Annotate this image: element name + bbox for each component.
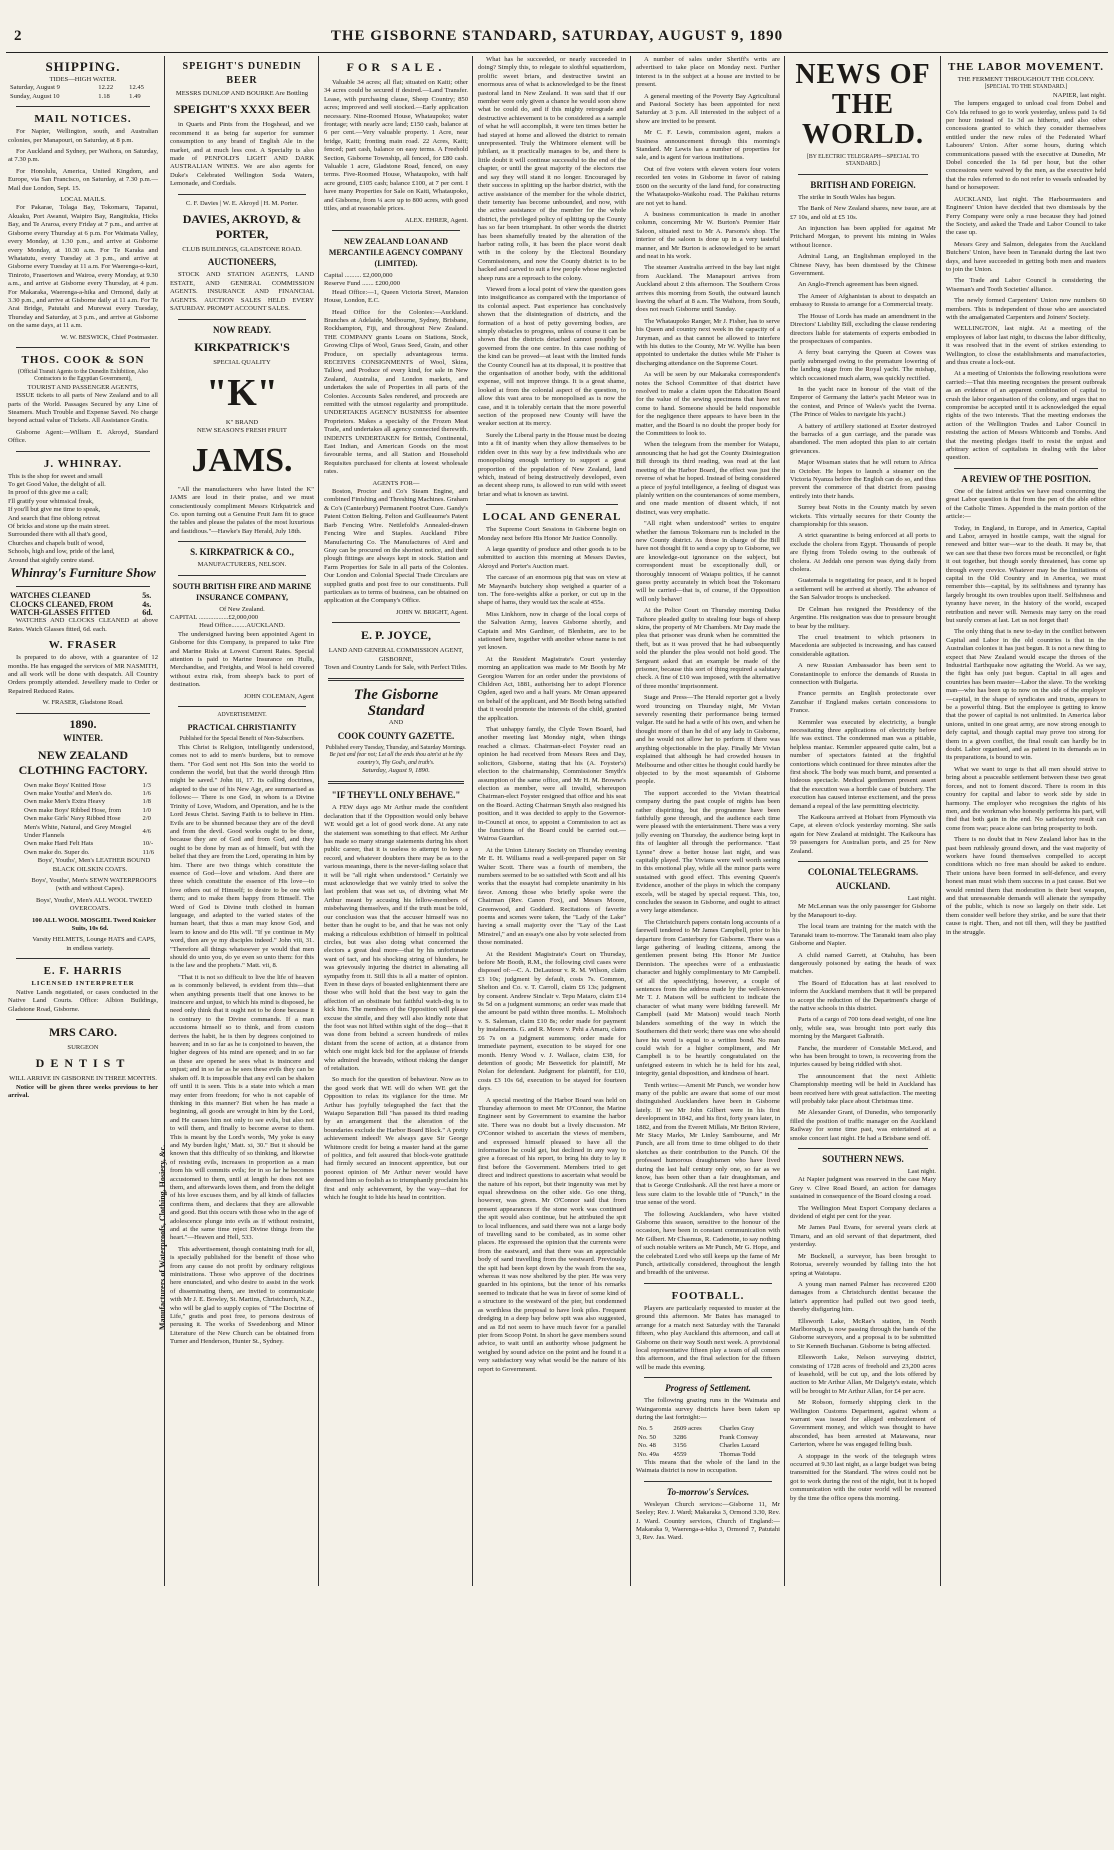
southern-heading: SOUTHERN NEWS. bbox=[822, 1154, 904, 1165]
motto: Be just and fear not; Let all the ends thou aim'st at be thy country's, Thy God's, and truth's. bbox=[329, 752, 463, 766]
review-item: There is no doubt that in New Zealand labor has in the past been ruthlessly ground down, and the vast majority of workers have found themselves compelled to accept conditions which no free man should be asked to endure. Their unions have been formed in self-defence, and every honest man must wish them success in a just cause. But we would remind them that moderation is their best weapon, and that unreasonable demands will alienate the sympathy of the public, which is now so largely on their side. Let them consider well before they strike, and be sure that their cause is right. Then, and not till then, will they be justified in the struggle. bbox=[946, 836, 1106, 936]
news-item: A number of sales under Sheriff's writs are advertised to take place on Monday next. Further interest is in the subject at a house are invited to be present. bbox=[636, 56, 780, 89]
nzcf-price: 1/6 bbox=[142, 789, 151, 797]
price-value: 4s. bbox=[142, 599, 152, 609]
progress-text: The following grazing runs in the Waimata and Waingaromia survey districts have been taken up during the last fortnight:— bbox=[636, 1397, 780, 1421]
southern-item: Mr Bucknell, a surveyor, has been brought to Rotorua, severely wounded by falling into the hot spring at Waiotapu. bbox=[790, 1252, 936, 1277]
run-no: No. 5 bbox=[638, 1425, 653, 1433]
caro-heading: MRS CARO. bbox=[49, 1024, 117, 1039]
column-1 bbox=[8, 56, 158, 1586]
nzcf-item: Own make Men's Extra Heavy bbox=[24, 798, 106, 806]
newspaper-title: THE GISBORNE STANDARD, SATURDAY, AUGUST 9, 1890 bbox=[330, 28, 784, 44]
editorial-text: What has he succeeded, or nearly succeeded in doing? Simply this, to relegate to slothful squatterdom, prolific sweet briars, and destructive tawini an enormous area of what is acknowledged to be the finest pastoral land in New Zealand. It was said that if our member were only given a chance he would soon show what he could do, and if this mighty retrograde and destructive achievement is to be considered as a sample of what he will accomplish, it were ten times better he had stayed at home and allowed the district to remain unrepresented. Truly the Whitmore element will be jubilant, as it practically manages to be, and there is little doubt it will continue successful to the end of the chapter, or until the great majority of the electors rise and say they will stand it no longer. Encouraged by their success in splitting up the harbor district, with the active assistance of the member for the whole district, their temerity has become unbounded, and now, with the active assistance of the member for the whole district, the privileged policy of splitting up the County has so far been triumphant. In other words the district has been shamefully treated by the alteration of the harbor rating rolls, it has been the place worst dealt with in the colony by the Electoral Boundary Commissioners, and now the County district is to be hacked and carved to suit a few people whose neglected sheep runs are a reproach to the colony. bbox=[478, 56, 626, 282]
auckland-item: The local team are training for the match with the Taranaki team to-morrow. The Taranaki team also play Gisborne and Napier. bbox=[790, 923, 936, 948]
nzcf-price: 1/3 bbox=[142, 781, 151, 789]
runs-note: This means that the whole of the land in the Waimata district is now in occupation. bbox=[636, 1458, 780, 1475]
column-5 bbox=[636, 56, 780, 1586]
joyce-text: Town and Country Lands for Sale, with Perfect Titles. bbox=[324, 663, 468, 671]
nzcf-item: Own make Boys' Ribbed Hose, from bbox=[24, 806, 122, 814]
k-brand-mark: "K" bbox=[206, 371, 278, 414]
cook-sub: (Official Transit Agents to the Dunedin Exhibition, Also Contractors to the Egyptian Government), bbox=[17, 368, 149, 383]
sbf-heading: SOUTH BRITISH FIRE AND MARINE INSURANCE COMPANY, bbox=[172, 581, 312, 602]
southern-item: The Wellington Meat Export Company declares a dividend of eight per cent for the year. bbox=[790, 1204, 936, 1221]
column-rule bbox=[784, 56, 785, 1586]
nzcf-line: Varsity HELMETS, Lounge HATS and CAPS, in endless variety. bbox=[32, 936, 156, 952]
british-item: The Kaikoura arrived at Hobart from Plymouth via Cape, at eleven o'clock yesterday morning. She sails again for New Zealand at midnight. The Kaikoura has 59 passengers for Australian ports, and 25 for New Zealand. bbox=[790, 814, 936, 855]
auckland-item: Parts of a cargo of 700 tons dead weight, of one line only, while sea, was brought into port early this morning by the Margaret Galbraith. bbox=[790, 1016, 936, 1041]
football-heading: FOOTBALL. bbox=[671, 1289, 745, 1302]
local-item: A special meeting of the Harbor Board was held on Thursday afternoon to meet Mr O'Connor, the Marine Engineer sent by Government to examine the harbor site. There was no doubt but a lively discussion. Mr O'Connor wished to ascertain the views of members, and expressed himself pleased to have all the information he could get, but declined in any way to give a forecast of his report, to bring his duty to lay it first before the Government. Members tried to get direct and indirect questions to ascertain what would be the nature of his report, but their ingenuity was met by equal shrewdness on the other side. Go one thing, however, was given. Mr O'Connor said that from present appearances if the stone work was continued the spit would also continue, but he attributed the spit to local influences, and said there was not a large body of travelling sand to be combated, as in some other places. He expressed the opinion that the currents were from the eastward, and that there was an appreciable body of sand travelling from the westward. Previously the spit had been kept down by the wash from the sea, whereas it was now sheltered by the pier. He was very guarded in his opinions, but the tenor of his remarks seemed to indicate that he was in favor of some kind of a structure to the westward of the pier, but condemned as worthless the proposal to have look piles. Frequent dredging in a deep bay below spit was also suggested, and as Ed not seem to have much favor for a parallel pier from Scoop Point. In short he gave members sound advice, to wait until an authority whose judgment he weighed by sound advice on the point and he found it a very satisfactory way what would be the nature of his report to Government. bbox=[478, 1096, 626, 1373]
run-no: No. 48 bbox=[638, 1442, 656, 1450]
nzcf-line: Boys', Youths', Men's ALL WOOL TWEED OVERCOATS. bbox=[35, 896, 153, 913]
news-item: Mr C. F. Lewis, commission agent, makes a business announcement through this morning's Standard. Mr Lewis has a number of properties for sale, and is agent for various institutions. bbox=[636, 129, 780, 162]
local-item: The Supreme Court Sessions in Gisborne begin on Monday next before His Honor Mr Justice Connolly. bbox=[478, 526, 626, 542]
verse-line: This is the shop for sweet and small bbox=[8, 472, 103, 480]
colonial-heading: COLONIAL TELEGRAMS. bbox=[807, 867, 919, 878]
page-number: 2 bbox=[14, 28, 22, 44]
tide-am: 12.22 bbox=[98, 84, 114, 92]
tide-pm: 12.45 bbox=[129, 84, 144, 92]
table-row bbox=[22, 849, 156, 857]
local-item: At the Resident Magistrate's Court on Thursday, before Mr Booth, R.M., the following civil cases were disposed of:—C. A. DeLautour v. R. M. Wilson, claim £3 10s; judgment by default, costs 7s. Common, Shelton and Co. v. T. Carroll, claim £6 13s; judgment by consent. Andrew Sinclair v. Tepu Mataro, claim £14 9s 5d on a judgment summons; an order was made that the amount be paid within three months. L. Moltshoch v. S. Saleman, claim £10 8s; order made for payment by instalments. G. and R. Moore v. Pehi a Amaru, claim £6 7s on a judgment summons; order made for immediate payment, execution to be stayed for one month. Henry Wood v. J. Wallace, claim £38, for detention of goods; Mr Beswetick for plaintiff, Mr Nolan for defendant. Judgment for plaintiff, for £10, costs £3 10s 6d, execution to be stayed for fourteen days. bbox=[478, 950, 626, 1093]
table-row bbox=[22, 815, 156, 823]
british-item: Surrey beat Notts in the County match by seven wickets. This virtually secures for their County the championship for this season. bbox=[790, 504, 936, 529]
local-item: A large quantity of produce and other goods is to be submitted to auction this morning at Messrs Davies, Akroyd and Porter's Auction mart. bbox=[478, 545, 626, 570]
southern-item: Mr Robson, formerly shipping clerk in the Wellington Customs Department, against whom a warrant was issued for alleged embezzlement of Government money, and which was thought to have absconded, has been arrested at Matawana, near Carterton, where he was engaged felling bush. bbox=[790, 1399, 936, 1449]
british-item: A battery of artillery stationed at Exeter destroyed the barracks of a gun carriage, and the parade was abandoned. The men adopted this plan to air certain grievances. bbox=[790, 422, 936, 455]
cook-agent: Gisborne Agent:—William E. Akroyd, Standard Office. bbox=[8, 428, 158, 445]
pc-text: This Christ is Religion, intelligently understood, comes not to add to men's burdens, but to remove them. "For God sent not His Son into the world to condemn the world, but that the world through Him might be saved." John iii, 17. Its calling doctrines, adapted to the use of his New Age, are summarised as follows:— There is one God, in whom is a Divine Trinity of Love, Wisdom, and Operation, and he is the Lord Jesus Christ. Saving Faith is to believe in Him. Evils are to be shunned because they are of the devil and from the devil. Good works ought to be done, because they are of God and from God, and they ought to be done by man as of himself, but with the belief that they are from the Lord, operating in him by him. There are two things which constitute the essence of God—love and wisdom. And there are three which constitute the essence of His love—to love others out of Himself; to desire to be one with them; and to make them happy from Himself. The Word of God is Divine truth clothed in human language, and adapted to the varied states of the human heart, that thus a man may know God, and learn to know and do His will. "If ye continue in My word, then are ye my disciples indeed." John viii, 31. "Therefore all things whatsoever ye would that men should do unto you, do ye even so unto them: for this is the law and the prophets." Matt. vii, 8. bbox=[170, 743, 314, 970]
table-row bbox=[636, 1434, 780, 1442]
services-text: Wesleyan Church services:—Gisborne 11, Mr Seeley; Rev. J. Ward; Makaraka 3, Ormond 3.30, Rev. J. Ward. Country services, Church of England:—Makaraka 9, Waerenga-a-hika 3, Ormond 7, Patutahi 3, Rev. Jas. Ward. bbox=[636, 1500, 780, 1542]
football-text: Players are particularly requested to muster at the ground this afternoon. Mr Bates has managed to arrange for a match next Saturday with the Taranaki fifteen, who play Auckland this afternoon, and call at Gisborne on their way South next week. A provisional local representative fifteen play a team of all comers this afternoon, and the final selection for the fifteen will be made this evening. bbox=[636, 1304, 780, 1371]
british-item: Dr Celman has resigned the Presidency of the Argentine. His resignation was due to pressure brought to bear by the military. bbox=[790, 605, 936, 630]
cook-agents: TOURIST AND PASSENGER AGENTS, bbox=[27, 383, 139, 391]
southern-item: A young man named Palmer has recovered £200 damages from a Christchurch dentist because the latter's apprentice had pulled out two good teeth, thereby disfiguring him. bbox=[790, 1280, 936, 1314]
tide-table bbox=[8, 84, 158, 101]
news-item: "All right when understood" writes to enquire whether the famous Tokomaru run is included in the new County district. As those in charge of the Bill have not thought fit to send a copy up to Gisborne, we are knowledge-out ignorance on the subject, but correspondent must be exceptionally dull, or thoroughly innocent of Waiapu politics, if he cannot guess pretty accurately in which boat the Tokomaru will be carried—that is, of course, if the Opposition will only behave! bbox=[636, 520, 780, 603]
review-item: The only thing that is new to-day in the conflict between Capital and Labor in the old countries is that in the Australian colonies it has just begun. It is not a new thing to expect that New Zealand would escape the throes of the Industrial Earthquake now agitating the World. As we say, the fight has only just begun. Capital in all ages and countries has been master—Labor the slave. To the working man—who has been up to now on the side of the employer—capital, in the shape of syndicates and trusts, appears to be a powerful thing. But the employee is getting to know that the power of capital is not unlimited. In America labor unions, united in one great army, are now strong enough to defy capital, and though capital may prove too strong for them in a given conflict, the final result can hardly be in doubt. Labor organised, and as patient in its demands as in its preparations, is bound to win. bbox=[946, 628, 1106, 762]
verse-line: In proof of this give me a call; bbox=[8, 489, 89, 497]
run-no: No. 50 bbox=[638, 1433, 656, 1441]
labor-item: Messrs Grey and Salmon, delegates from the Auckland Butchers' Union, have been in Taranaki during the last two days, and have succeeded in getting both men and masters to join the Union. bbox=[946, 240, 1106, 273]
run-owner: Charles Gray bbox=[719, 1425, 755, 1433]
telegraph-note: [BY ELECTRIC TELEGRAPH—SPECIAL TO STANDARD.] bbox=[806, 154, 920, 168]
southern-item: Ellesworth Lake, Nelson surveying district, consisting of 1728 acres of freehold and 23,200 acres of leasehold, will be cut up, and the lots offered by auction to Mr Arthur Allan, Mr Dalgety's estate, which will be brought to Mr Arthur Allan, for £4 per acre. bbox=[790, 1354, 936, 1395]
table-row bbox=[22, 807, 156, 815]
british-item: The House of Lords has made an amendment in the Directors' Liability Bill, excluding the clause rendering directors liable for statements of experts embodied in the prospectuses of companies. bbox=[790, 312, 936, 345]
paper-pub: Published every Tuesday, Thursday, and Saturday Mornings. bbox=[325, 744, 467, 751]
verse-line: I'll gratify your whimsical freak, bbox=[8, 497, 94, 505]
fraser-heading: W. FRASER bbox=[48, 639, 118, 652]
watch-text: WATCHES AND CLOCKS CLEANED at above Rates. Watch Glasses fitted, 6d. each. bbox=[8, 617, 158, 633]
column-4 bbox=[478, 56, 626, 1586]
british-item: A new Russian Ambassador has been sent to Constantinople to enforce the demands of Russia in connection with Bulgaria. bbox=[790, 662, 936, 686]
shipping-heading: SHIPPING. bbox=[45, 59, 121, 74]
harris-heading: E. F. HARRIS bbox=[43, 965, 123, 978]
british-item: The Bank of New Zealand shares, new issue, are at £7 10s, and old at £5 10s. bbox=[790, 205, 936, 221]
labor-heading: THE LABOR MOVEMENT. bbox=[947, 61, 1104, 73]
column-6 bbox=[790, 56, 936, 1586]
editorial-text: Surely the Liberal party in the House must be dozing into a fit of inanity when they allow themselves to be ridden over in this way by a few individuals who are monopolising enough territory to support a great proportion of the population of New Zealand, land which, instead of being destructively developed, even as decent sheep runs, is allowed to run wild with sweet briar and what is known as tawini. bbox=[478, 431, 626, 498]
xxxx-heading: SPEIGHT'S XXXX BEER bbox=[173, 102, 311, 117]
whinray-heading: J. WHINRAY. bbox=[43, 457, 123, 470]
tide-day: Sunday, August 10 bbox=[10, 92, 60, 100]
table-row bbox=[22, 824, 156, 841]
verse-line: To get Good Value, the delight of all. bbox=[8, 481, 106, 489]
column-rule bbox=[472, 56, 473, 1586]
speights-text: in Quarts and Pints from the Hogshead, and we recommend it as being far superior for summer consumption to any brand of English Ale in the market, and at much less cost. A Specialty is also made of PENFOLD'S LIGHT AND DARK AUSTRALIAN WINES. We are also agents for Duke's Celebrated Wellington Soda Waters, Lemonade, and Cordials. bbox=[170, 121, 314, 188]
leader-text: A FEW days ago Mr Arthur made the confident declaration that if the Opposition would only behave WE would get a lot of good work done. At any rate the statement was something to that effect. Mr Arthur has made so many strange statements during his short public career, that it is useless to attempt to keep a record, and whatever doubters there may be as to the various meanings, there is the never-failing solace that it will be "all right when understood." Certainly we must acknowledge that we vainly tried to solve the last problem that was set us, of divining what Mr Arthur meant by accusing his fellow-members of misbehaving themselves, and if the truth must be told, our conclusion was that the accuser himself was no better than he ought to be, and that he was not only making a ridiculous exhibition of himself in political circles, but was also doing what concerned the electors a great deal more—that by his unfortunate want of tact, and his shocking string of blunders, he was grievously injuring the district in alienating all sympathy from it. Still this is all a matter of opinion. Even in these days of boasted enlightenment there are those who will hold that the best way to gain the affection of an obstinate but faithful watch-dog is to kick him. The members of the Opposition will please excuse the simile, and they will also kindly note that the foot was not lifted within sight of the dog—that it was done from behind a screen hundreds of miles distant from the scene of action, at a distance from which one might kick bid for the applause of friends who admired the bravado, without risking the danger of retaliation. bbox=[324, 804, 468, 1072]
british-item: The cruel treatment to which prisoners in Macedonia are subjected is increasing, and has caused considerable agitation. bbox=[790, 633, 936, 658]
dap-text: STOCK AND STATION AGENTS, LAND ESTATE, AND GENERAL COMMISSION AGENTS. INSURANCE AND FINANCIAL AGENTS. AUCTION SALES HELD EVERY SATURDAY. PROMPT ACCOUNT SALES. bbox=[170, 271, 314, 313]
tide-am: 1.18 bbox=[98, 92, 110, 100]
run-owner: Charles Lazard bbox=[719, 1442, 760, 1450]
postmaster: W. W. BESWICK, Chief Postmaster. bbox=[60, 333, 158, 341]
british-item: France permits an English protectorate over Zanzibar if England makes certain concessions to France. bbox=[790, 690, 936, 715]
run-no: No. 49a bbox=[638, 1450, 659, 1458]
surgeon-label: SURGEON bbox=[67, 1043, 99, 1051]
jams-text: "All the manufacturers who have listed the K" JAMS are loud in their praise, and we must conscientiously compliment Messrs Kirkpatrick and Co. upon turning out a Genuine Fruit Jam fit to grace the tables and please the palates of the most luxurious and fastidious."—Hawke's Bay Herald, July 18th. bbox=[170, 485, 314, 535]
review-text: One of the fairest articles we have read concerning the great Labor question is that from the pen of the able editor of the Catholic Times. Appended is the main portion of the article:— bbox=[946, 487, 1106, 521]
auckland-item: Mr Alexander Grant, of Dunedin, who temporarily filled the position of traffic manager on the Auckland Railway for some time past, was entertained at a smoke concert last night. He had a Brisbane send off. bbox=[790, 1109, 936, 1142]
southern-item: Ellsworth Lake, McRae's station, in North Marlborough, is now passing through the hands of the Gisborne surveyors, and a proposal is to be submitted to Sir Kenneth Buchanan. Gisborne is being affected. bbox=[790, 1317, 936, 1350]
sbf-text: The undersigned having been appointed Agent in Gisborne for this Company, is prepared to take Fire and Marine Risks at Lowest Current Rates. Special attention is paid to Marine Insurance on Hulls, Merchandise, and Freights, and Wool is held covered without extra risk, from sheep's back to port of destination. bbox=[170, 630, 314, 689]
labor-item: At a meeting of Unionists the following resolutions were carried:—That this meeting recognises the present outbreak as an evidence of an apparent combination of capital to crush the labor organisation of the colony, and urges that no compromise be accepted until it is acknowledged the equal rights of the two interests. That the meeting endorses the action of the Wellington Trades and Labor Council in resisting the action of Messrs Whitcomb and Tombs. And that the meeting pledges itself to resist the unjust and arbitrary action of capitalists in dealing with the labor question. bbox=[946, 370, 1106, 462]
tide-pm: 1.49 bbox=[129, 92, 141, 100]
run-acres: 2609 acres bbox=[673, 1425, 702, 1433]
harris-sub: LICENSED INTERPRETER bbox=[31, 980, 135, 988]
verse-line: Of bricks and stone up the main street. bbox=[8, 523, 110, 531]
pc-text: "That it is not so difficult to live the life of heaven as is commonly believed, is evident from this—that when anything presents itself that one knows to be insincere and unjust, to which his mind is disposed, he need only think that it ought not to be done because it is contrary to the Divine commands. If a man accustoms himself so to think, and from custom derives the habit, he is then by degrees conjoined to heaven; and in so far as he is conjoined to heaven, the higher degrees of his mind are opened; and in so far as these are opened he sees what is insincere and unjust; and in so far as he sees these evils they can be shaken off. It is impossible that any evil can be shaken off until it is seen. This is a state into which a man may enter from freedom; for who is not capable of thinking in this manner? But when he has made a beginning, all goods are wrought in him by the Lord, and He causes him not only to see evils, but also not to will them, and finally to become averse to them. This is meant by the Lord's words, 'My yoke is easy and My burden light,' Matt. xi, 30." But it should be known that this difficulty of so thinking, and likewise of resisting evils, increases in proportion as a man from his will commits evils; for in so far he becomes accustomed to them, until at length he does not see them, and afterwards loves them, and from the delight of his love excuses them, and by all kinds of fallacies confirms them, and declares that they are allowable and good. But this occurs with those who in the age of adolescence plunge into evils as if without restraint, and at the same time reject Divine things from the heart."—Heaven and Hell, 533. bbox=[170, 973, 314, 1242]
run-owner: Frank Conway bbox=[719, 1433, 759, 1441]
auckland-item: Fanche, the murderer of Constable McLeod, and who has been brought to town, is recovering from the injuries caused by being riddled with shot. bbox=[790, 1044, 936, 1069]
price-value: 6d. bbox=[142, 607, 153, 617]
review-item: What we want to urge is that all men should strive to bring about a peaceable settlement between these two great forces, and not to foment discord. There is room in this country for capital and labor to work side by side in harmony. The employer who recognises the rights of his men, and the workman who honestly performs his part, will find that both gain in the end. No satisfactory result can come from war; peace alone can bring prosperity to both. bbox=[946, 765, 1106, 832]
sbf-sub: Of New Zealand. bbox=[219, 605, 265, 613]
auckland-item: The Board of Education has at last resolved to inform the Auckland members that it will be prepared to accept the reduction of the Department's charge of the native schools in this district. bbox=[790, 979, 936, 1012]
tides-heading: TIDES—HIGH WATER. bbox=[49, 76, 117, 83]
southern-item: A stoppage in the work of the telegraph wires occurred at 9.30 last night, as a large budget was being transmitted for the Standard. The wires could not be got to work during the rest of the night, but it is hoped communication with the outer world will be resumed by the time the office opens this morning. bbox=[790, 1452, 936, 1502]
british-item: A ferry boat carrying the Queen at Cowes was partly submerged owing to the premature lowering of the landing stage from the Royal yacht. The mishap, which occasioned much alarm, was quickly rectified. bbox=[790, 349, 936, 382]
harris-text: Native Lands negotiated, or cases conducted in the Native Land Courts. Office: Albion Buildings, Gladstone Road, Gisborne. bbox=[8, 988, 158, 1013]
ehrer-agent: ALEX. EHRER, Agent. bbox=[404, 216, 468, 224]
sbf-head-office: Head Office.........AUCKLAND. bbox=[199, 622, 285, 630]
table-row bbox=[8, 93, 158, 101]
season-label: NEW SEASON'S FRESH FRUIT bbox=[197, 427, 287, 435]
local-item: The carcase of an enormous pig that was on view at Mr Maynard's butchery shop weighed a quarter of a ton. The fore-weights alike a porker, or cut up in the shape of hams, they would tax the scale at 455s. bbox=[478, 574, 626, 607]
ferment-heading: THE FERMENT THROUGHOUT THE COLONY. bbox=[957, 76, 1095, 83]
run-acres: 3156 bbox=[673, 1442, 687, 1450]
special-quality: SPECIAL QUALITY bbox=[213, 358, 271, 366]
labor-item: AUCKLAND, last night. The Harbourmasters and Engineers' Union have decided that two dismissals by the Ferry Company were only a ruse because they had joined the Society, and asked the Trade and Labor Council to take the case up. bbox=[946, 195, 1106, 237]
labor-item: The lumpers engaged to unload coal from Dobel and Co's Ida refused to go to work yesterday, unless paid 1s 6d per hour instead of 1s 3d as hitherto, and also other concessions granted to which they consider themselves entitled under the new rules of the Federated Wharf Labourers' Union. After some hours, during which communications passed with the executive at Dunedin, Mr Dobel conceded the 1s 6d per hour, but the other concessions were waived by the men, as the executive held that the rules referred to do not refer to vessels unloaded by hand or horsepower. bbox=[946, 100, 1106, 192]
news-item: Stage and Press—The Herald reporter got a lively word trouncing on Thursday night, Mr Vivian severely resenting their performance being termed vulgar. He said he had a wife of his own, and when he thought more of than he did of any lady in Gisborne, and he would not allow her to perform if there was anything objectionable in the play. Finally Mr Vivian explained that although he had crowded houses in Melbourne and other cities he thought could hardly be objected to by the most squeamish of Gisborne people. bbox=[636, 694, 780, 786]
jams-heading: JAMS. bbox=[191, 441, 293, 479]
bright-agent: JOHN W. BRIGHT, Agent. bbox=[395, 608, 468, 616]
nzcf-price: 4/6 bbox=[142, 827, 151, 835]
british-heading: BRITISH AND FOREIGN. bbox=[810, 179, 916, 190]
nzlm-text: Head Office for the Colonies:—Auckland. Branches at Adelaide, Melbourne, Sydney, Brisbane, Rockhampton, Fiji, and throughout New Zealand. THE COMPANY grants Loans on Stations, Stock, Growing Clips of Wool, Grass Seed, Grain, and other Produce, on specially advantageous terms. RECEIVES CONSIGNMENTS of Wool, Skins, Tallow, and Produce of every kind, for sale in New Zealand, Australia, and London markets, and undertakes the sale of Properties in all parts of the Colonies. Accounts Sales rendered, and proceeds are remitted with the utmost regularity and promptitude. UNDERTAKES AGENCY BUSINESS for absentee Proprietors. Makes a specialty of the Frozen Meat Trade, and undertakes all agency connected therewith. INDENTS UNDERTAKEN for British, Continental, East Indian, and American Goods on the most favourable terms, and all Station and Household Requisites purchased for clients at lowest wholesale rates. bbox=[324, 308, 468, 476]
pc-text: This advertisement, though containing truth for all, is specially published for the benefit of those who from any cause do not profit by ordinary religious ministrations. Those who approve of the doctrines here enunciated, and who desire to assist in the work of disseminating them, are invited to communicate with Mr J. E. Bowley, St. Martins, Christchurch, N.Z., who will be glad to supply copies of "The Doctrine of Life," gratis and post free, to persons desirous of perusing it. The works of Swedenborg and Minor Literature of the New Church can be obtained from Turner and Henderson, Hunter St., Sydney. bbox=[170, 1245, 314, 1346]
brand-label: K" BRAND bbox=[225, 418, 259, 426]
southern-dateline: Last night. bbox=[907, 1168, 936, 1176]
auckland-dateline: Last night. bbox=[907, 895, 936, 903]
progress-heading: Progress of Settlement. bbox=[665, 1383, 751, 1394]
table-row bbox=[22, 840, 156, 848]
auckland-item: Mr McLennan was the only passenger for Gisborne by the Manapouri to-day. bbox=[790, 903, 936, 919]
labor-item: WELLINGTON, last night. At a meeting of the employees of labor last night, to discuss the labor difficulty, it was resolved that in the event of strikes extending to Wellington, to close the establishments and manufactories, and thus create a lock-out. bbox=[946, 325, 1106, 366]
advert-label: ADVERTISEMENT. bbox=[217, 712, 267, 719]
mail-text: For Auckland and Sydney, per Waihora, on Saturday, at 7.30 p.m. bbox=[8, 148, 158, 164]
news-item: The steamer Australia arrived in the bay last night from Auckland. The Manapouri arrives from Auckland about 2 this afternoon. The Southern Cross arrives this morning from South, the outward launch leaving the wharf at 8 a.m. The Waihora, from South, does not reach Gisborne until Sunday. bbox=[636, 264, 780, 314]
column-rule bbox=[318, 56, 319, 1586]
nzlm-head: Head Office:—1, Queen Victoria Street, Mansion House, London, E.C. bbox=[324, 288, 468, 305]
nzcf-price: 1/0 bbox=[142, 806, 151, 814]
side-label-text: Manufacturers of Waterproofs, Clothing, Hosiery, &c. bbox=[158, 1144, 167, 1330]
table-row bbox=[22, 798, 156, 806]
british-item: The strike in South Wales has begun. bbox=[798, 193, 896, 201]
kirk-heading: KIRKPATRICK'S bbox=[194, 339, 290, 354]
british-item: Kemmler was executed by electricity, a bungle necessitating three applications of electricity before life was extinct. The condemned man was a pitiable, helpless maniac. Kemmler appeared quite calm, but a number of spectators fainted at the frightful contortions which continued for three minutes after the first shock. The body was much burnt, and presented a hideous spectacle. Medical gentlemen present assert that the execution was a horrible case of butchery. The execution has caused intense excitement, and the press demand a repeal of the law permitting electricity. bbox=[790, 718, 936, 810]
sale-text: Valuable 34 acres; all flat; situated on Kaiti; other 34 acres could be secured if desired.—Land Transfer. Lease, with purchasing clause, Sheep Country; 850 acres; improved and well stocked.—Early application necessary. Nine-Roomed House, Whataupoko; water frontage; with nearly acre land; £150 cash, balance at 6 per cent.—Very valuable property. 1 Acre, near bridge, Kaiti; fronting main road. 22 Acres, Kaiti; fenced; part cash, balance on easy terms. A Freehold Section, Gisborne Township, all fenced, for £80 cash. Valuable 1 acre, Gladstone Road, fenced, on easy terms. Five-Roomed House, Whataupoko, with half acre ground, £105 cash; balance £100, at 7 per cent. I have many Properties for Sale on Kaiti, Whataupoko, and Gisborne, from ¼ acre up to 800 acres, with good titles, and at reasonable prices. bbox=[324, 79, 468, 213]
furniture-show: Whinray's Furniture Show bbox=[10, 565, 156, 581]
speights-sub: MESSRS DUNLOP AND BOURKE Are Bottling bbox=[175, 90, 309, 97]
nzcf-line: 100 ALL WOOL MOSGIEL Tweed Knicker Suits, 10s 6d. bbox=[31, 916, 157, 933]
price-item: CLOCKS CLEANED, FROM bbox=[10, 599, 114, 609]
kirk-loc: MANUFACTURERS, NELSON. bbox=[197, 561, 287, 569]
special-note: [SPECIAL TO THE STANDARD.] bbox=[984, 84, 1068, 91]
verse-line: Schools, high and low, pride of the land, bbox=[8, 548, 115, 556]
nzcf-price: 11/6 bbox=[142, 848, 154, 856]
british-item: An Anglo-French agreement has been signed. bbox=[798, 281, 919, 289]
news-heading: NEWS OF THE WORLD. bbox=[795, 59, 931, 150]
verse-line: Around that sightly centre stand. bbox=[8, 556, 95, 564]
leader-text: So much for the question of behaviour. Now as to the good work that WE will do when WE get the Opposition to relax its vigilance for the time. Mr Arthur has joyfully telegraphed the fact that the Waiapu Separation Bill "has passed its third reading by an arrangement that the alteration of the boundaries exclude the Harbor Board Block." A pretty achievement indeed! We always gave Sir George Whitmore credit for being a master hand at the game of politics, and felt assured that block-vote gratitude had firmly secured an innocent apprentice, but our poorest opinion of Mr Arthur never would have deemed him so foolish as to triumphantly proclaim his first and only achievement, by the way—that for which he fought to hide his head in contrition. bbox=[324, 1076, 468, 1202]
nzcf-item: Own make Girls' Navy Ribbed Hose bbox=[24, 815, 121, 823]
auctioneers-heading: AUCTIONEERS, bbox=[207, 257, 277, 268]
dap-heading: DAVIES, AKROYD, & PORTER, bbox=[182, 212, 302, 242]
nzcf-price-list bbox=[22, 782, 156, 858]
speights-heading: SPEIGHT'S DUNEDIN BEER bbox=[182, 61, 302, 86]
southern-item: At Napier judgment was reserved in the case Mary Grey v. Clive Road Board, an action for damages sustained in consequence of the Board closing a road. bbox=[790, 1176, 936, 1201]
news-item: The Whataupoko Ranger, Mr J. Fisher, has to serve his Queen and country next week in the capacity of a Juryman, and as that cannot be allowed to interfere with his duties to the County, Mr W. Wyllie has been appointed to undertake the duties while Mr Fisher is discharging attendance on the Supreme Court. bbox=[636, 317, 780, 367]
run-owner: Thomas Todd bbox=[719, 1450, 756, 1458]
now-ready: NOW READY. bbox=[212, 324, 271, 335]
sbf-agent: JOHN COLEMAN, Agent bbox=[243, 692, 314, 700]
column-2 bbox=[170, 56, 314, 1586]
auckland-item: The announcement that the next Athletic Championship meeting will be held in Auckland has been received here with great satisfaction. The meeting will probably take place about Christmas time. bbox=[790, 1072, 936, 1105]
nzlm-heading: NEW ZEALAND LOAN AND MERCANTILE AGENCY COMPANY (LIMITED). bbox=[328, 236, 464, 268]
paper-and: AND bbox=[388, 719, 404, 727]
side-label bbox=[158, 1144, 176, 1850]
nzcf-item: Men's White, Natural, and Grey Mosgiel Under Flannels bbox=[24, 823, 132, 839]
leader-title: "IF THEY'LL ONLY BEHAVE." bbox=[331, 790, 461, 801]
caro-note: Notice will be given three weeks previous to her arrival. bbox=[8, 1083, 158, 1100]
news-item: A business communication is made in another column, concerning Mr W. Burton's Premier Hair Saloon, situated next to Mr A. Parsons's shop. The interior of the saloon is done up in a very tasteful manner, and Mr Burton is acknowledged to be smart and neat in his work. bbox=[636, 210, 780, 260]
news-item: The Christchurch papers contain long accounts of a farewell tendered to Mr James Campbell, prior to his departure from Canterbury for Gisborne. There was a large gathering of leading citizens, among the gentlemen present being His Honor Mr Justice Denniston. The speeches were of a enthusiastic character and highly complimentary to Mr Campbell. Of all the speechifying, however, a couple of sentences from the address made by the well-known Mr T. J. Matson will be sufficient to indicate the character of what many were bidding farewell. Mr Campbell (said Mr Matson) would teach North Islanders something of the way in which the Southerners did their work; there was one who should have his word is equal to a written bond. No man could wish for a higher compliment, and Mr Campbell is to be heartily congratulated on the unfeigned esteem in which he is held for his zeal, integrity, genial disposition, and kindness of heart. bbox=[636, 918, 780, 1078]
paper-name: The Gisborne Standard bbox=[353, 687, 439, 720]
run-acres: 3286 bbox=[673, 1433, 687, 1441]
verse-line: And search that fine oblong retreat bbox=[8, 514, 100, 522]
for-sale-heading: FOR SALE. bbox=[346, 60, 446, 74]
british-item: Admiral Lang, an Englishman employed in the Chinese Navy, has been dismissed by the Chinese Government. bbox=[790, 253, 936, 278]
year-heading: 1890. bbox=[69, 716, 97, 731]
masthead bbox=[0, 0, 1114, 44]
nzcf-price: 2/0 bbox=[142, 815, 151, 823]
sbf-capital: CAPITAL ..................£2,000,000 bbox=[170, 613, 259, 621]
nzlm-reserve: Reserve Fund ....... £200,000 bbox=[324, 280, 401, 288]
editorial-text: Viewed from a local point of view the question goes into insignificance as compared with the importance of its colonial aspect. Past experience has conclusively shown that the disintegration of districts, and the formation of a host of petty governing bodies, are simply obstacles to progress, unless of course it can be shown that the districts detached cannot possibly be governed from the one centre. In this case nothing of the kind can be proved—at least with the limited funds the County Council has at its disposal, it is positive that the organisation of another body, with the additional expense, will not improve things. It is a great shame, looked at from the colonial aspect of the question, to allow this vast area to be monopolised as is now the case, and it is tolerably certain that the more powerful section of the proposed new County will have the weaker section at its mercy. bbox=[478, 285, 626, 428]
run-acres: 4559 bbox=[673, 1450, 687, 1458]
column-7 bbox=[946, 56, 1106, 1586]
mail-text: For Honolulu, America, United Kingdom, and Europe, via San Francisco, on Saturday, at 7.30 p.m.—Mail due London, Sept. 15. bbox=[8, 167, 158, 192]
nzlm-capital: Capital .......... £2,000,000 bbox=[324, 271, 393, 279]
verse-line: Surrounded there with all that's good, bbox=[8, 531, 107, 539]
labor-item: The newly formed Carpenters' Union now numbers 60 members. This is independent of those who are associated with the amalgamated Carpenters and Joiners' Society. bbox=[946, 297, 1106, 321]
review-item: Today, in England, in Europe, and in America, Capital and Labor, arrayed in hostile camps, wait the signal for renewed and bitter war—war to the death. It may be, that we can see that these two forces must be reconciled, or fight it out together, but though sorely threatened, has come up through every crevice. Whatever may be the limitations of capital in the Old Country and in America, we must remember this—capital, by its selfishness and tyranny has largely brought its own troubles upon itself. Selfishness and tyranny have never, in the history of the world, escaped retribution and never will. Nemesis may tarry on the road but surely comes at last. Let us not forget that! bbox=[946, 524, 1106, 624]
whinray-verse bbox=[8, 473, 158, 565]
tide-day: Saturday, August 9 bbox=[10, 84, 60, 92]
masthead-rule bbox=[6, 52, 1108, 53]
table-row bbox=[22, 790, 156, 798]
news-item: When the telegram from the member for Waiapu, announcing that he had got the County Disintegration Bill through its third reading, was read at the last meeting of the Harbor Board, the effect was just the reverse of what he hoped. Instead of being considered a piece of joyful intelligence, a feeling of disgust was plainly written on the countenances of some members, and one made mention of dissent which, if not distinct, was very emphatic. bbox=[636, 441, 780, 516]
paper-date: Saturday, August 9, 1890. bbox=[362, 767, 430, 774]
agents-text: Boston, Proctor and Co's Steam Engine, and combined Finishing and Threshing Machines. Graham & Co's (Canterbury) Permanent Footrot Cure. Gandy's Patent Cotton Belting. Felton and Guilleaume's Patent Barb Fencing Wire. Nettlefold's Annealed-drawn Fencing Wire and Staples. Auckland Fibre Manufacturing Co. The Manufactures of Aird and Gray can be procured on the shortest notice, and their plough fittings are always kept in stock. Station and Farm Properties for Sale in all parts of the Colonies. Our London and Colonial Special Trade Circulars are supplied gratis and post free to our constituents. Full particulars as to terms of business, can be obtained on application at the Company's Office. bbox=[324, 488, 468, 605]
british-item: An injunction has been applied for against Mr Pritchard Morgan, to prevent his mining in Wales without licence. bbox=[790, 225, 936, 249]
table-row bbox=[22, 782, 156, 790]
nzcf-price: 1/8 bbox=[142, 798, 151, 806]
winter-heading: WINTER. bbox=[63, 732, 103, 743]
nzcf-item: Own make Youths' and Men's do. bbox=[24, 789, 113, 797]
news-item: At the Police Court on Thursday morning Daika Taihore pleaded guilty to stealing four bags of sheep skins, the property of Mr Chambers. Mr Day made the plea that prisoner was drunk when he committed the theft, but as it was proved that he had subsequently sold the plunder the plea would not hold good. The Sergeant asked that an example be made of the prisoner, because this sort of thing required a salutary check. A fine of £10 was imposed, with the alternative of three months' imprisonment. bbox=[636, 607, 780, 690]
caro-text: WILL ARRIVE IN GISBORNE IN THREE MONTHS. bbox=[9, 1075, 157, 1083]
mail-heading: MAIL NOTICES. bbox=[34, 113, 132, 126]
paper-sub: COOK COUNTY GAZETTE. bbox=[337, 730, 455, 741]
nzcf-price: 10/- bbox=[142, 840, 154, 848]
fraser-address: W. FRASER, Gladstone Road. bbox=[42, 699, 124, 707]
local-item: At the Union Literary Society on Thursday evening Mr E. H. Williams read a well-prepared paper on Sir Walter Scott. There was a fourth of members, the numbers seemed to be so satisfied with Scott and all his works that the essayist had complete unanimity in his favor. Among those who briefly spoke were the Chairman (Rev. Canon Fox), and Messrs Moore, Greenwood, and Goddard. Recitations of favorite poems and scenes were taken, the "Lady of the Lake" having a small majority over the "Lay of the Last Minstrel," and an essay's one also by vote selected from those nominated. bbox=[478, 846, 626, 947]
cook-heading: THOS. COOK & SON bbox=[21, 353, 145, 366]
british-item: The Ameer of Afghanistan is about to despatch an embassy to Russia to arrange for a Commercial treaty. bbox=[790, 292, 936, 309]
review-heading: A REVIEW OF THE POSITION. bbox=[961, 473, 1091, 484]
news-item: The following Aucklanders, who have visited Gisborne this season, sensitive to the honour of the occasion, have been in constant communication with Mr Gilbert. Mr Chasmus, R. Cadenotte, to say nothing of such notable writers as Mr Punch, Mr G. Hope, and the celebrated Lord who still keeps up the fame of Mr Punch, artistically considered, throughout the length and breadth of the universe. bbox=[636, 1210, 780, 1277]
southern-item: Mr James Paul Evans, for several years clerk at Timaru, and an old servant of that department, died yesterday. bbox=[790, 1224, 936, 1249]
price-item: WATCH-GLASSES FITTED bbox=[10, 607, 111, 617]
pc-sub: Published for the Special Benefit of Non-Subscribers. bbox=[179, 736, 305, 743]
news-item: Out of five voters with eleven voters four voters recorded ten votes in Gisborne in favor of raising £600 on the security of the land fund, for constructing the Whataupoko-Waikohu road. The Pakihau returns are not yet to hand. bbox=[636, 165, 780, 207]
price-value: 5s. bbox=[142, 591, 152, 601]
auckland-heading: AUCKLAND. bbox=[835, 881, 891, 892]
runs-table bbox=[636, 1425, 780, 1459]
watch-prices bbox=[8, 592, 158, 617]
dap-sub: CLUB BUILDINGS, GLADSTONE ROAD. bbox=[182, 246, 302, 254]
nzcf-heading: NEW ZEALAND CLOTHING FACTORY. bbox=[18, 747, 148, 777]
local-item: That unhappy family, the Clyde Town Board, had another meeting last Monday night, when things reached a climax. Chairman-elect Foyster read an opinion he had received from Messrs Rees and Day, solicitors, Gisborne, stating that his (A. Foyster's) election to the chairmanship, Commissioner Smyth's assumption of the same office, and Mr H. M. Browne's election as member, were all invalid, whereupon Chairman-elect Foyster resigned that office and his seat on the Board. Acting Chairman Smyth also resigned his position, and it was decided to apply to the Governor-in-Council at once, to appoint a Commission to act as the functions of the Board could be carried out.—Wairoa Guardian. bbox=[478, 726, 626, 843]
local-heading: LOCAL AND GENERAL bbox=[482, 511, 622, 524]
mail-text: For Napier, Wellington, south, and Australian colonies, per Manapouri, on Saturday, at 8 p.m. bbox=[8, 128, 158, 144]
local-item: Miss Linkhorn, now in charge of the local corps of the Salvation Army, leaves Gisborne shortly, and Captain and Mrs Gardiner, of Blenheim, are to be stationed here, together with another whose name is not yet known. bbox=[478, 610, 626, 652]
labor-item: The Trade and Labor Council is considering the Wiseman's and Tooth Societies' alliance. bbox=[946, 277, 1106, 293]
nzcf-line: Boys', Youths', Men's LEATHER BOUND BLACK OILSKIN COATS. bbox=[37, 857, 151, 873]
firm-partners: C. F. Davies | W. E. Akroyd | H. M. Porter. bbox=[185, 199, 299, 207]
verse-line: If you'll but give me time to speak, bbox=[8, 506, 101, 514]
british-item: In the yacht race in honour of the visit of the Emperor of Germany the latter's yacht Meteor was in the contest, and Prince of Wales's yacht the Iverna. (The Prince of Wales to navigate his yacht.) bbox=[790, 385, 936, 419]
table-row bbox=[636, 1425, 780, 1433]
price-item: WATCHES CLEANED bbox=[10, 591, 91, 601]
local-item: At the Resident Magistrate's Court yesterday morning an application was made to Mr Booth by Mr Georgiou Warren for an order under the provisions of Children Act, 1881, authorising her to adopt Florence Ogden, aged two and a half years. Mr Oman appeared on behalf of the applicant, and Mr Booth being satisfied that it would promote the interests of the child, granted the application. bbox=[478, 655, 626, 722]
nzcf-line: Boys', Youths', Men's SEWN WATERPROOFS (with and without Capes). bbox=[31, 877, 157, 893]
table-row bbox=[8, 84, 158, 92]
british-item: A strict quarantine is being enforced at all ports to exclude the cholera from Egypt. Thousands of people are flying from Toledo owing to the outbreak of cholera. At Jeddah one person was dying daily from cholera. bbox=[790, 532, 936, 574]
table-row bbox=[636, 1451, 780, 1459]
news-item: A general meeting of the Poverty Bay Agricultural and Pastoral Society has been appointed for next Saturday at 3 p.m. All interested in the subject of a show are invited to be present. bbox=[636, 92, 780, 125]
column-3 bbox=[324, 56, 468, 1586]
table-row bbox=[8, 609, 158, 617]
local-mails-heading: LOCAL MAILS. bbox=[60, 196, 106, 204]
services-heading: To-morrow's Services. bbox=[666, 1486, 750, 1497]
news-item: Tenth writes:—Amenit Mr Punch, we wonder how many of the public are aware that some of our most distinguished Aucklanders have been in Gisborne lately. If we Mr John Gilbert were in his first development in 1842, and his first, forty years later, in 1882, and from the Everett Millais, Mr Briton Riviere, Mr Stacy Marks, Mr Linley Sambourne, and Mr Punch, are all from time to time obliged to do their sketches as their contribution to the Punch. Of the professed humorous draughtsmen who have lived during the last half century only one, so far as we know, has been other than a fair draughtsman, and that is George Cruikshank. All the rest have a more or less sure claim to the lovable title of "Punch," in the true sense of the word. bbox=[636, 1081, 780, 1207]
joyce-sub: LAND AND GENERAL COMMISSION AGENT, GISBORNE, bbox=[328, 647, 464, 663]
news-item: As will be seen by our Makaraka correspondent's notes the School Committee of that district have resolved to make a claim upon the Education Board for the value of the sewing specimens that have not come to hand. Someone should be held responsible for the negligence there appears to have been in the matter, and the Board is no doubt the proper body for the Committees to look to. bbox=[636, 371, 780, 438]
column-rule bbox=[940, 56, 941, 1586]
fraser-text: Is prepared to do above, with a guarantee of 12 months. He has engaged the services of MR NASMITH, and all work will be done with despatch. All Country Orders promptly attended. Jewellery made to Order or Repaired Reduced Rates. bbox=[8, 654, 158, 695]
nzcf-item: Own make Boys' Knitted Hose bbox=[24, 781, 106, 789]
news-item: The support accorded to the Vivian theatrical company during the past couple of nights has been rather dispiriting, but the programme have been faithfully gone through, and the audience each time were pleased with the entertainment. There was a very jolly evening on Thursday, the audience being kept in fits of laughter all through the performance. "East Lynne" drew a better house last night, and was capitally played. The Vivians were well worth seeing in this emotional play, while all the minor parts were sustained with good effect. This evening Queen's Evidence, another of the plays in which the company excels, will be staged by special request. This, too, concludes the season in Gisborne, and ought to attract a very large attendance. bbox=[636, 789, 780, 915]
dentist-label: DENTIST bbox=[35, 1056, 131, 1071]
auckland-item: A child named Garrett, at Otahuhu, has been dangerously poisoned by eating the heads of wax matches. bbox=[790, 951, 936, 976]
nzcf-item: Own make Hard Felt Hats bbox=[24, 840, 94, 848]
column-rule bbox=[630, 56, 631, 1586]
british-item: Guatemala is negotiating for peace, and it is hoped a settlement will be arrived at shortly. The advance of the San Salvador troops is unchecked. bbox=[790, 577, 936, 602]
joyce-heading: E. P. JOYCE, bbox=[361, 628, 431, 643]
napier-dateline: NAPIER, last night. bbox=[1052, 91, 1106, 99]
verse-line: Churches and chapels built of wood, bbox=[8, 539, 105, 547]
nzcf-item: Own make do. Super do. bbox=[24, 848, 90, 856]
nzcf-more bbox=[22, 857, 158, 953]
cook-text: ISSUE tickets to all parts of New Zealand and to all parts of the World. Passages Secured by any Line of Steamers. Much Trouble and Expense Saved. No charge beyond actual value of Tickets. All Assistance Gratis. bbox=[8, 392, 158, 425]
agents-for: AGENTS FOR— bbox=[372, 479, 420, 487]
pc-heading: PRACTICAL CHRISTIANITY bbox=[187, 723, 297, 733]
local-mails-text: For Pakarae, Tolaga Bay, Tokomaru, Tapanui, Akuaku, Port Awanui, Waipiro Bay, Rangitukia, Hicks Bay, and Te Araroa, every Friday at 7 p.m., and arrive at Gisborne every Thursday at 6 p.m. For Waimata Valley, every Monday, at 1.30 p.m., and arrive at Gisborne every Monday, at 10.30 a.m. For Te Karaka and Whatatutu, every Tuesday at 3 p.m., and arrive at Gisborne every Tuesday at 11 a.m. For Waerenga-o-kuri, Tiniroto, Frasertown and Wairoa, every Monday, at 9.30 a.m., and arrive at Gisborne every Thursday, at 4 p.m. For Makaraka, Waerenga-a-hika and Ormond, daily at 3.30 p.m., and arrive at Gisborne daily at 11 a.m. For Te Arai Bridge, Patutahi and Murewai every Tuesday, Thursday and Saturday, at 3 p.m., and arrive at Gisborne on the same days, at 11 a.m. bbox=[8, 204, 158, 330]
table-row bbox=[636, 1442, 780, 1450]
kirk-co: S. KIRKPATRICK & CO., bbox=[190, 547, 294, 558]
british-item: Major Wissman states that he will return to Africa in October. He hopes to launch a steamer on the Victoria Nyanza before the English can do so, and thus prevent the commerce of that district from passing entirely into their hands. bbox=[790, 459, 936, 500]
